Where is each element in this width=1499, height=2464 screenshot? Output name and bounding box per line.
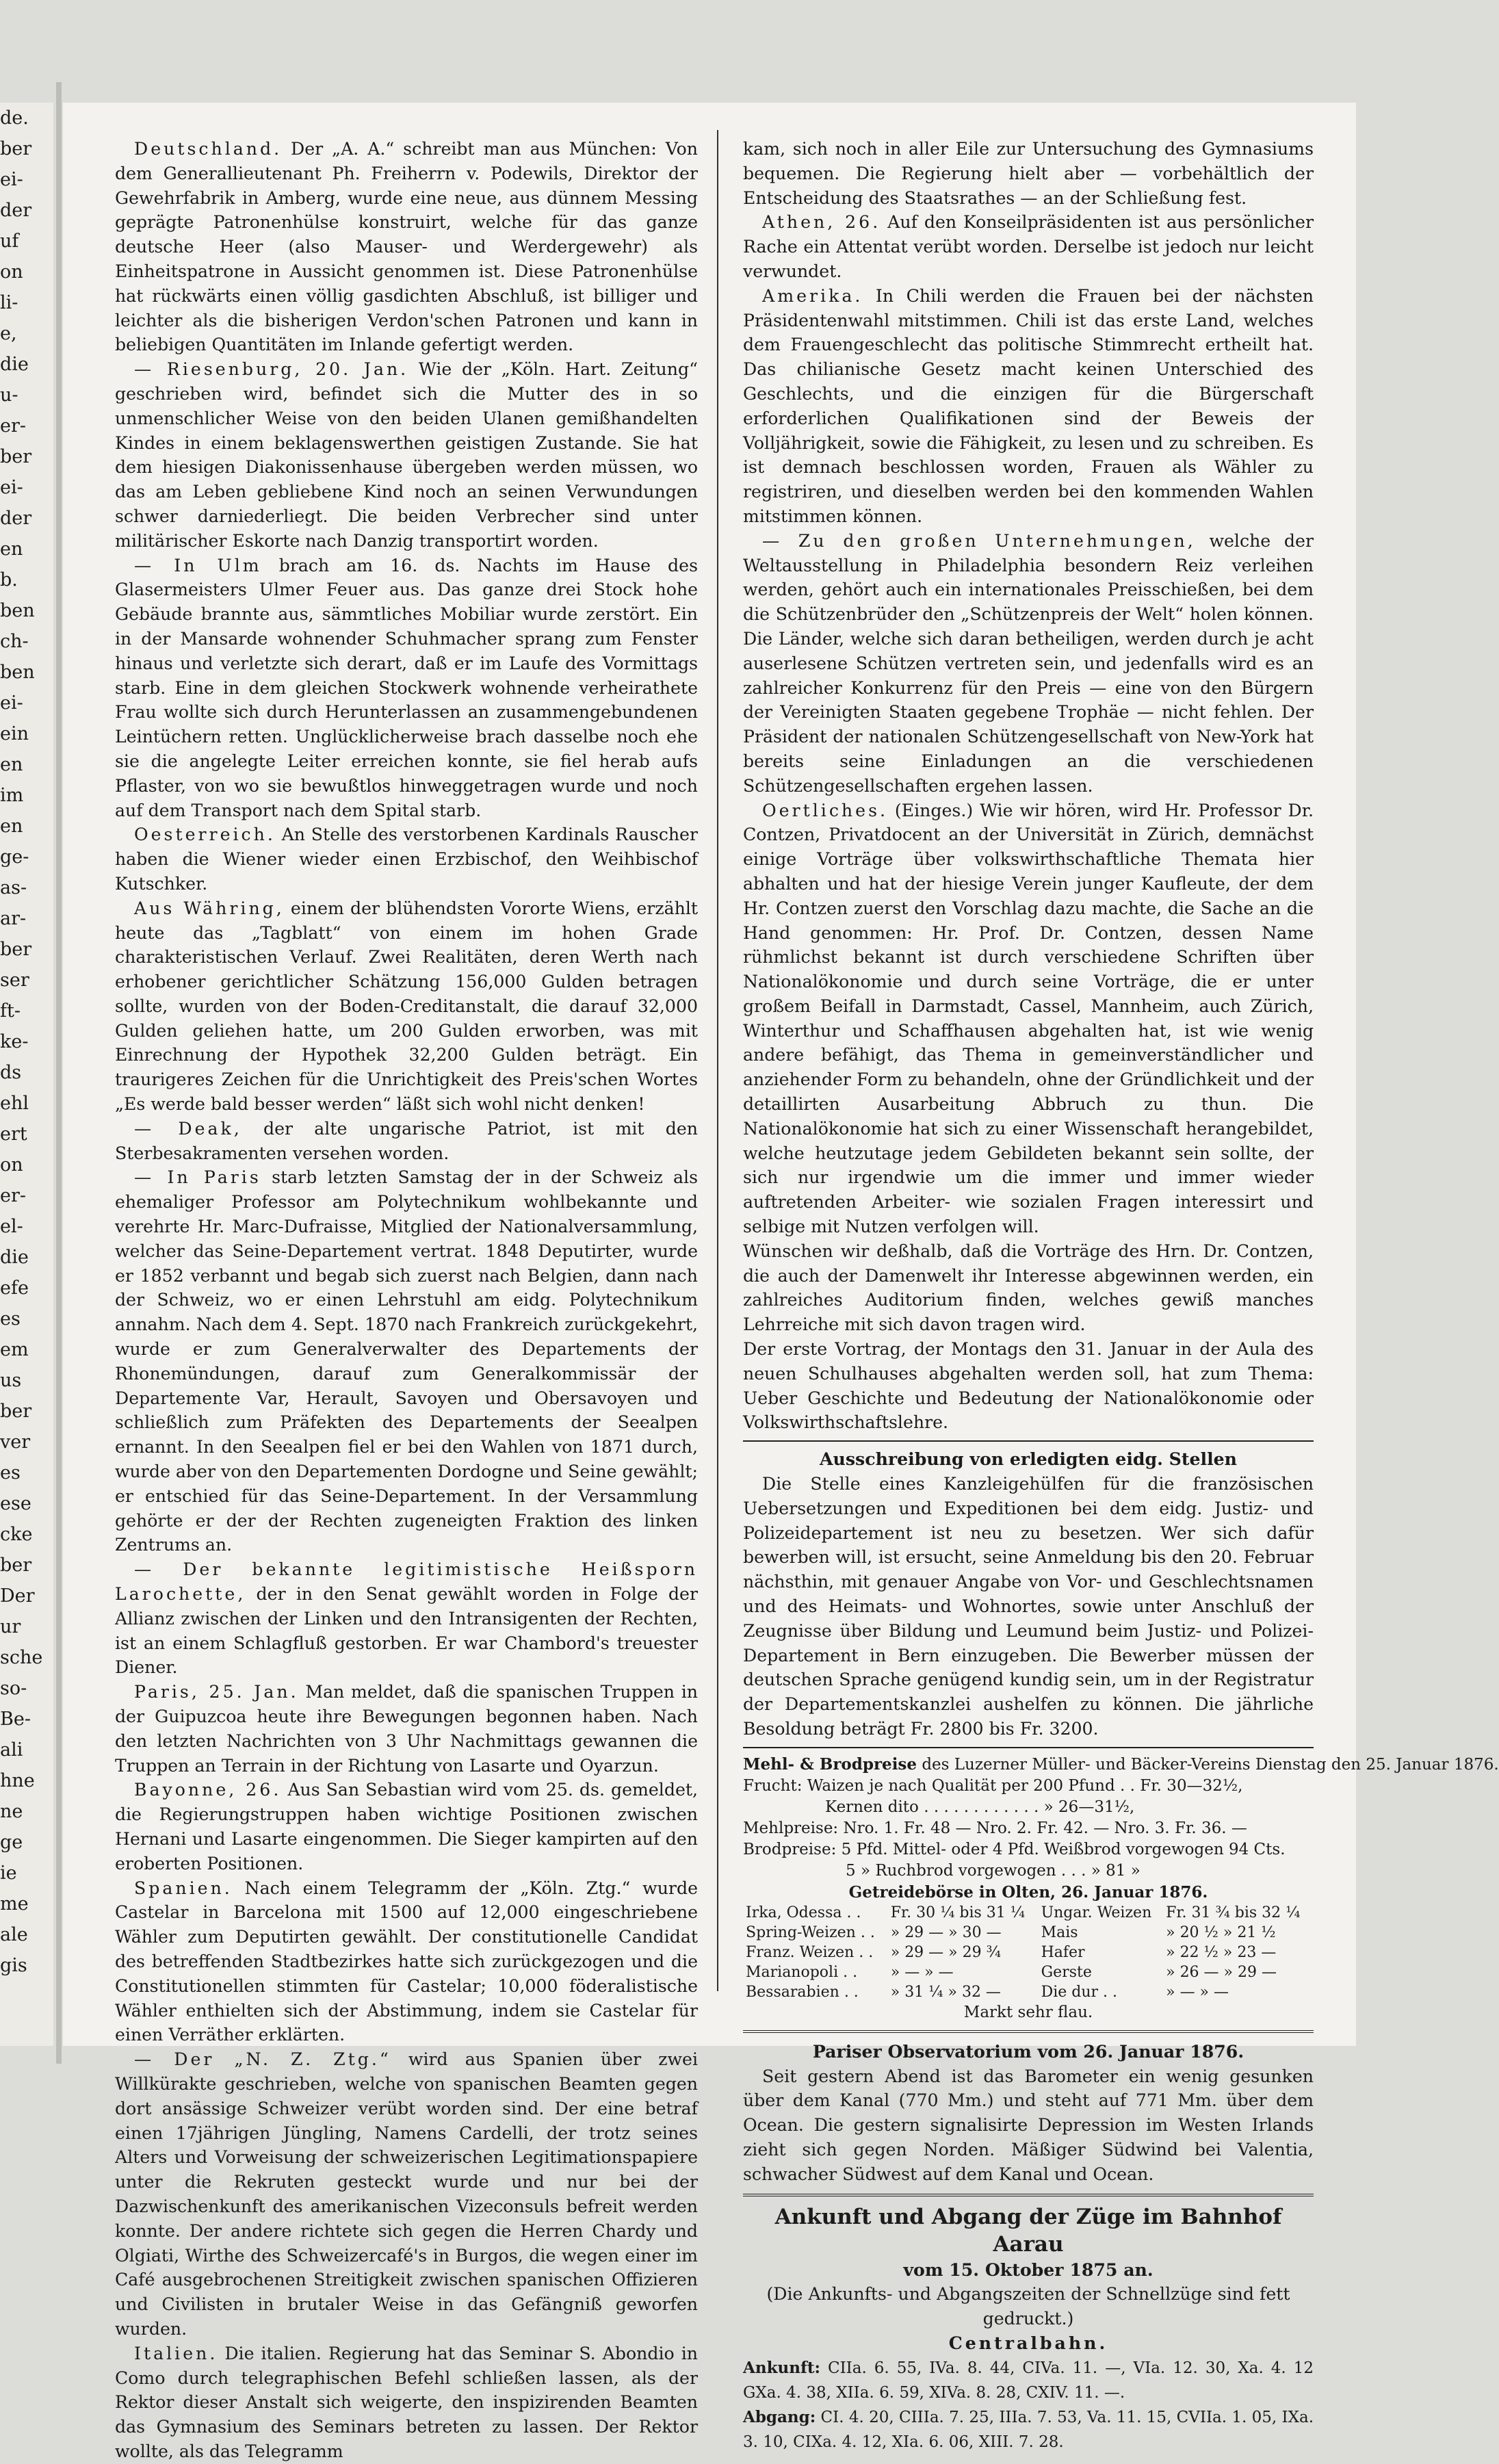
strip-fragment: ese — [0, 1493, 31, 1514]
strip-fragment: as- — [0, 877, 27, 898]
article-paragraph — [115, 2342, 698, 2464]
article-text: kam, sich noch in aller Eile zur Untersuchung des Gymnasiums bequemen. Die Regierung hielt aber — vorbehältlich der Entscheidung des Staatsrathes — an der Schließung fest. — [743, 139, 1314, 208]
article-text: Wie der „Köln. Hart. Zeitung“ geschrieben wird, befindet sich die Mutter des in so unmenschlicher Weise von den beiden Ulanen gemißhandelten Kindes in einem beklagenswerthen geistigen Zustande. Sie hat dem hiesigen Diakonissenhause übergeben werden müssen, wo das am Leben gebliebene Kind noch an seinen Verwundungen schwer darniederliegt. Die beiden Verbrecher sind unter militärischer Eskorte nach Danzig transportirt worden. — [115, 359, 698, 551]
article-text: der alte ungarische Patriot, ist mit den Sterbesakramenten versehen worden. — [115, 1118, 698, 1163]
strip-fragment: die — [0, 354, 29, 375]
strip-fragment: ne — [0, 1801, 23, 1822]
article-text: welche der Weltausstellung in Philadelphia besondern Reiz verleihen werden, gehört auch ein internationales Preisschießen, bei dem die Schützenbrüder den „Schützenpreis der Welt“ holen können. Die Länder, welche sich daran betheiligen, werden durch je acht auserlesene Schützen vertreten sein, und jedenfalls wird es an zahlreicher Konkurrenz für den Preis — eine von den Bürgern der Vereinigten Staaten gegebene Trophäe — nicht fehlen. Der Präsident der nationalen Schützengesellschaft von New-York hat bereits seine Einladungen an die verschiedenen Schützengesellschaften ergehen lassen. — [743, 530, 1314, 796]
strip-fragment: ge- — [0, 846, 29, 868]
strip-fragment: us — [0, 1370, 22, 1391]
trains-date: vom 15. Oktober 1875 an. — [903, 2259, 1153, 2280]
strip-fragment: der — [0, 200, 32, 221]
strip-fragment: ie — [0, 1863, 17, 1884]
grain-cell: Fr. 30 ¼ bis 31 ¼ — [890, 1904, 1026, 1921]
article-heading: — In Paris — [134, 1167, 261, 1188]
article-paragraph — [115, 137, 698, 357]
price-line: Frucht: Waizen je nach Qualität per 200 Pfund . . Fr. 30—32½, — [743, 1776, 1243, 1795]
strip-fragment: ke- — [0, 1031, 29, 1052]
weather-title: Pariser Observatorium vom 26. Januar 1876. — [812, 2040, 1244, 2062]
grain-title: Getreidebörse in Olten, 26. Januar 1876. — [848, 1882, 1208, 1902]
grain-row — [743, 1903, 1314, 1923]
article-text: der in den Senat gewählt worden in Folge der Allianz zwischen der Linken und den Intransigenten der Rechten, ist an einem Schlagfluß gestorben. Er war Chambord's treuester Diener. — [115, 1584, 698, 1678]
strip-fragment: e, — [0, 323, 17, 344]
article-paragraph — [743, 137, 1314, 210]
grain-note: Markt sehr flau. — [963, 2003, 1093, 2021]
left-column — [115, 137, 698, 2464]
strip-fragment: ben — [0, 662, 35, 683]
article-paragraph — [115, 1165, 698, 1557]
departure-label: Abgang: — [743, 2408, 816, 2427]
article-text: Die italien. Regierung hat das Seminar S. Abondio in Como durch telegraphischen Befehl schließen lassen, als der Rektor dieser Anstalt sich weigerte, den inspizirenden Beamten das Gymnasium des Seminars betreten zu lassen. Der Rektor wollte, als das Telegramm — [115, 2343, 698, 2461]
article-text: Der erste Vortrag, der Montags den 31. Januar in der Aula des neuen Schulhauses abgehalten werden soll, hat zum Thema: Ueber Geschichte und Bedeutung der Nationalökonomie oder Volkswirthschaftslehre. — [743, 1339, 1314, 1433]
article-text: Aus San Sebastian wird vom 25. ds. gemeldet, die Regierungstruppen haben wichtige Positionen zwischen Hernani und Lasarte eingenommen. Die Sieger kampirten auf den eroberten Positionen. — [115, 1780, 698, 1873]
article-paragraph — [115, 1778, 698, 1876]
section-rule — [743, 2194, 1314, 2196]
price-list — [743, 1754, 1499, 2023]
article-heading: Spanien. — [134, 1878, 233, 1898]
article-heading: Paris, 25. Jan. — [134, 1682, 299, 1702]
article-text: starb letzten Samstag der in der Schweiz als ehemaliger Professor am Polytechnikum wohlbekannte und verehrte Hr. Marc-Dufraisse, Mitglied der Nationalversammlung, welcher das Seine-Departement vertrat. 1848 Deputirter, wurde er 1852 verbannt und begab sich zuerst nach Belgien, dann nach der Schweiz, wo er einen Lehrstuhl am eidg. Polytechnikum annahm. Nach dem 4. Sept. 1870 nach Frankreich zurückgekehrt, wurde er zum Generalverwalter des Departements der Rhonemündungen, darauf zum Generalkommissär der Departemente Var, Herault, Savoyen und Obersavoyen und schließlich zum Präfekten des Departements der Seealpen ernannt. In den Seealpen fiel er bei den Wahlen von 1871 durch, wurde aber von den Departementen Dordogne und Seine gewählt; er entschied für das Seine-Departement. In der Versammlung gehörte er der der Rechten zugeneigten Fraktion des linken Zentrums an. — [115, 1167, 698, 1555]
section-rule — [743, 2030, 1314, 2033]
strip-fragment: ben — [0, 600, 35, 621]
grain-cell: » 20 ½ » 21 ½ — [1166, 1923, 1276, 1941]
article-text: Nach einem Telegramm der „Köln. Ztg.“ wurde Castelar in Barcelona mit 1500 auf 12,000 eingeschriebene Wähler zum Deputirten gewählt. Der constitutionelle Candidat des betreffenden Stadtbezirkes hatte sich zurückgezogen und die Constitutionellen stimmten für Castelar; 10,000 föderalistische Wähler enthielten sich der Abstimmung, indem sie Castelar für einen Verräther erklärten. — [115, 1878, 698, 2045]
grain-cell: Gerste — [1041, 1963, 1092, 1981]
strip-fragment: ber — [0, 446, 32, 467]
strip-fragment: efe — [0, 1278, 29, 1299]
strip-fragment: u- — [0, 385, 18, 406]
right-column — [743, 137, 1499, 2455]
article-paragraph — [743, 529, 1314, 799]
strip-fragment: ei- — [0, 692, 23, 714]
strip-fragment: li- — [0, 292, 18, 313]
strip-fragment: on — [0, 261, 23, 283]
grain-cell: » 22 ½ » 23 — — [1166, 1943, 1277, 1961]
grain-cell: » 26 — » 29 — — [1166, 1963, 1277, 1981]
strip-fragment: im — [0, 785, 24, 806]
article-paragraph — [115, 1557, 698, 1680]
price-line: 5 » Ruchbrod vorgewogen . . . » 81 » — [846, 1861, 1140, 1880]
grain-cell: » — » — — [890, 1963, 954, 1981]
strip-fragment: el- — [0, 1216, 23, 1237]
article-heading: — Der „N. Z. Ztg.“ — [134, 2049, 391, 2070]
article-text: In Chili werden die Frauen bei der nächsten Präsidentenwahl mitstimmen. Chili ist das erste Land, welches dem Frauengeschlecht das politische Stimmrecht ertheilt hat. Das chilianische Gesetz macht keinen Unterschied des Geschlechts, und die einzigen für die Bürgerschaft erforderlichen Qualifikationen sind der Beweis der Volljährigkeit, sowie die Fähigkeit, zu lesen und zu schreiben. Es ist demnach beschlossen worden, Frauen als Wähler zu registriren, und dieselben werden bei den kommenden Wahlen mitstimmen können. — [743, 285, 1314, 526]
strip-fragment: ch- — [0, 631, 29, 652]
strip-fragment: so- — [0, 1678, 27, 1699]
strip-fragment: ver — [0, 1431, 31, 1453]
strip-fragment: es — [0, 1462, 21, 1483]
strip-fragment: Be- — [0, 1709, 31, 1730]
grain-row — [743, 1982, 1314, 2002]
strip-fragment: ds — [0, 1062, 22, 1083]
strip-fragment: b. — [0, 569, 18, 591]
trains-line: Centralbahn. — [948, 2332, 1108, 2353]
weather-text: Seit gestern Abend ist das Barometer ein wenig gesunken über dem Kanal (770 Mm.) und steht auf 771 Mm. über dem Ocean. Die gestern signalisirte Depression im Westen Irlands zieht sich gegen Norden. Mäßiger Südwind bei Valentia, schwacher Südwest auf dem Kanal und Ocean. — [743, 2066, 1314, 2184]
prices-subtitle: des Luzerner Müller- und Bäcker-Vereins Dienstag den 25. Januar 1876. — [922, 1755, 1499, 1774]
article-text: Man meldet, daß die spanischen Truppen in der Guipuzcoa heute ihre Bewegungen begonnen haben. Nach den letzten Nachrichten von 3 Uhr Nachmittags gewannen die Truppen an Terrain in der Richtung von Lasarte und Oyarzun. — [115, 1682, 698, 1776]
trains-note: (Die Ankunfts- und Abgangszeiten der Schnellzüge sind fett gedruckt.) — [766, 2284, 1290, 2329]
strip-fragment: cke — [0, 1524, 33, 1545]
article-paragraph — [743, 799, 1314, 1239]
grain-cell: » 29 — » 30 — — [890, 1923, 1002, 1941]
article-paragraph — [115, 2047, 698, 2342]
article-text: (Einges.) Wie wir hören, wird Hr. Professor Dr. Contzen, Privatdocent an der Universität in Zürich, demnächst einige Vorträge über volkswirthschaftliche Themata hier abhalten und hat der hiesige Verein junger Kaufleute, der dem Hr. Contzen zuerst den Vorschlag dazu machte, die Sache an die Hand genommen: Hr. Prof. Dr. Contzen, dessen Name rühmlichst bekannt ist durch verschiedene Schriften über Nationalökonomie und durch seine Vorträge, die er unter großem Beifall in Darmstadt, Cassel, Mannheim, auch Zürich, Winterthur und Schaffhausen abgehalten hat, ist wie wenig andere befähigt, das Thema in gemeinverständlicher und anziehender Form zu behandeln, ohne der Gründlichkeit und der detaillirten Ausarbeitung Abbruch zu thun. Die Nationalökonomie hat sich zu einer Wissenschaft herangebildet, welche heutzutage jedem Gebildeten bekannt sein sollte, der sich nur irgendwie um die immer und immer wieder auftretenden Arbeiter- wie sozialen Fragen interessirt und selbige mit Nutzen verfolgen will. — [743, 800, 1314, 1237]
grain-cell: Spring-Weizen . . — [746, 1923, 875, 1941]
article-text: Der „A. A.“ schreibt man aus München: Von dem Generallieutenant Ph. Freiherrn v. Podewils, Direktor der Gewehrfabrik in Amberg, wurde eine neue, aus dünnem Messing geprägte Patronenhülse konstruirt, welche für das ganze deutsche Heer (also Mauser- und Werdergewehr) als Einheitspatrone in Aussicht genommen ist. Diese Patronenhülse hat rückwärts einen völlig gasdichten Abschluß, ist billiger und leichter als die bisherigen Verdon'schen Patronen und kann in beliebigen Quantitäten im Inlande gefertigt werden. — [115, 139, 698, 355]
strip-fragment: ale — [0, 1924, 28, 1945]
adjacent-page-strip — [0, 103, 53, 2046]
notice-text: Die Stelle eines Kanzleigehülfen für die französischen Uebersetzungen und Expeditionen bei dem eidg. Justiz- und Polizeidepartement ist neu zu besetzen. Wer sich dafür bewerben will, ist ersucht, seine Anmeldung bis den 20. Februar nächsthin, mit genauer Angabe von Vor- und Geschlechtsnamen und des Heimats- und Wohnortes, sowie unter Anschluß der Zeugnisse über Bildung und Leumund beim Justiz- und Polizei-Departement in Bern einzugeben. Die Bewerber müssen der deutschen Sprache genügend kundig sein, um in der Registratur der Departementskanzlei aushelfen zu können. Die jährliche Besoldung beträgt Fr. 2800 bis Fr. 3200. — [743, 1474, 1314, 1739]
grain-cell: » — » — — [1166, 1983, 1229, 2001]
strip-fragment: er- — [0, 1185, 27, 1206]
strip-fragment: ser — [0, 970, 29, 991]
article-text: An Stelle des verstorbenen Kardinals Rauscher haben die Wiener wieder einen Erzbischof, den Weihbischof Kutschker. — [115, 825, 698, 894]
article-heading: Athen, 26. — [762, 212, 881, 233]
grain-cell: Fr. 31 ¾ bis 32 ¼ — [1166, 1904, 1301, 1921]
article-paragraph — [115, 554, 698, 823]
article-heading: Italien. — [134, 2343, 218, 2363]
grain-row — [743, 1943, 1314, 1962]
strip-fragment: ei- — [0, 477, 23, 498]
grain-cell: Bessarabien . . — [746, 1983, 859, 2001]
strip-fragment: gis — [0, 1955, 27, 1976]
strip-fragment: der — [0, 508, 32, 529]
strip-fragment: ert — [0, 1124, 27, 1145]
grain-cell: Hafer — [1041, 1943, 1085, 1961]
article-paragraph — [115, 357, 698, 553]
price-line: Brodpreise: 5 Pfd. Mittel- oder 4 Pfd. Weißbrod vorgewogen 94 Cts. — [743, 1840, 1286, 1858]
strip-fragment: en — [0, 816, 23, 837]
grain-cell: Irka, Odessa . . — [746, 1904, 861, 1921]
article-heading: — In Ulm — [134, 555, 262, 575]
article-heading: — Riesenburg, 20. Jan. — [134, 359, 409, 380]
article-heading: Aus Währing, — [134, 898, 285, 918]
article-heading: Deutschland. — [134, 139, 283, 159]
strip-fragment: en — [0, 539, 23, 560]
strip-fragment: Der — [0, 1585, 35, 1607]
strip-fragment: hne — [0, 1770, 35, 1791]
article-heading: — Zu den großen Unternehmungen, — [762, 530, 1196, 551]
article-paragraph — [115, 1876, 698, 2048]
article-paragraph — [743, 284, 1314, 529]
strip-fragment: ber — [0, 138, 32, 159]
grain-row — [743, 1923, 1314, 1943]
strip-fragment: es — [0, 1308, 21, 1330]
grain-row — [743, 1962, 1314, 1982]
article-heading: Amerika. — [762, 285, 863, 306]
price-line: Mehlpreise: Nro. 1. Fr. 48 — Nro. 2. Fr. 42. — Nro. 3. Fr. 36. — — [743, 1819, 1247, 1837]
article-paragraph — [115, 822, 698, 896]
article-heading: — Der bekannte legitimistische Heißsporn Larochette, — [115, 1559, 698, 1605]
article-text: einem der blühendsten Vororte Wiens, erzählt heute das „Tagblatt“ von einem im hohen Grade charakteristischen Verlauf. Zwei Realitäten, deren Werth nach erhobener gerichtlicher Schätzung 156,000 Gulden betragen sollte, wurden von der Boden-Creditanstalt, die darauf 32,000 Gulden geliehen hatte, um 200 Gulden erworben, was mit Einrechnung der Hypothek 32,200 Gulden beträgt. Ein traurigeres Zeichen für die Unrichtigkeit des Preis'schen Wortes „Es werde bald besser werden“ läßt sich wohl nicht denken! — [115, 898, 698, 1115]
arrival-label: Ankunft: — [743, 2358, 820, 2377]
article-text: Auf den Konseilpräsidenten ist aus persönlicher Rache ein Attentat verübt worden. Derselbe ist jedoch nur leicht verwundet. — [743, 212, 1314, 281]
notice-title: Ausschreibung von erledigten eidg. Stellen — [820, 1449, 1237, 1470]
strip-fragment: ar- — [0, 908, 27, 929]
strip-fragment: ein — [0, 723, 29, 744]
article-paragraph — [743, 1337, 1314, 1435]
grain-cell: Mais — [1041, 1923, 1078, 1941]
article-heading: Oesterreich. — [134, 825, 276, 845]
strip-fragment: em — [0, 1339, 29, 1360]
strip-fragment: ft- — [0, 1000, 21, 1022]
grain-cell: Ungar. Weizen — [1041, 1904, 1152, 1921]
strip-fragment: on — [0, 1154, 23, 1176]
grain-cell: Marianopoli . . — [746, 1963, 858, 1981]
strip-fragment: ge — [0, 1832, 23, 1853]
section-rule — [743, 1747, 1314, 1748]
article-text: Wünschen wir deßhalb, daß die Vorträge des Hrn. Dr. Contzen, die auch der Damenwelt ihr Interesse abgewinnen werden, ein zahlreiches Auditorium finden, welches gewiß manches Lehrreiche mit sich davon tragen wird. — [743, 1241, 1314, 1335]
strip-fragment: ber — [0, 1555, 32, 1576]
grain-table — [743, 1903, 1314, 2002]
trains-title: Ankunft und Abgang der Züge im Bahnhof Aarau — [774, 2204, 1282, 2257]
grain-cell: » 31 ¼ » 32 — — [890, 1983, 1001, 2001]
grain-cell: Die dur . . — [1041, 1983, 1118, 2001]
article-paragraph — [115, 896, 698, 1117]
strip-fragment: ur — [0, 1616, 21, 1637]
strip-fragment: ehl — [0, 1093, 29, 1114]
article-text: wird aus Spanien über zwei Willkürakte geschrieben, welche von spanischen Beamten gegen dort ansässige Schweizer verübt worden sind. Der eine betraf einen 17jährigen Jüngling, Namens Cardelli, der trotz seines Alters und Vorweisung der schweizerischen Legitimationspapiere unter die Rekruten gesteckt wurde und nur bei der Dazwischenkunft des amerikanischen Vizeconsuls befreit werden konnte. Der andere richtete sich gegen die Herren Chardy und Olgiati, Wirthe des Schweizercafé's in Burgos, die wegen einer im Café ausgebrochenen Streitigkeit zwischen spanischen Offizieren und Civilisten in brutaler Weise in das Gefängniß geworfen wurden. — [115, 2049, 699, 2339]
strip-fragment: uf — [0, 231, 19, 252]
article-paragraph — [115, 1117, 698, 1166]
article-paragraph — [115, 1680, 698, 1778]
strip-fragment: en — [0, 754, 23, 775]
section-rule — [743, 1440, 1314, 1442]
prices-title: Mehl- & Brodpreise — [743, 1754, 917, 1774]
strip-fragment: me — [0, 1893, 29, 1915]
price-line: Kernen dito . . . . . . . . . . . . » 26—31½, — [825, 1798, 1135, 1816]
article-paragraph — [743, 1239, 1314, 1337]
departure-times: CI. 4. 20, CIIIa. 7. 25, IIIa. 7. 53, Va. 11. 15, CVIIa. 1. 05, IXa. 3. 10, CIXa. 4. 12, XIa. 6. 06, XIII. 7. 28. — [743, 2409, 1314, 2452]
strip-fragment: ber — [0, 939, 32, 960]
strip-fragment: die — [0, 1247, 29, 1268]
article-heading: Oertliches. — [762, 800, 888, 820]
grain-cell: Franz. Weizen . . — [746, 1943, 874, 1961]
column-divider — [717, 130, 718, 1991]
article-text: brach am 16. ds. Nachts im Hause des Glasermeisters Ulmer Feuer aus. Das ganze drei Stock hohe Gebäude brannte aus, sämmtliches Mobiliar wurde zerstört. Ein in der Mansarde wohnender Schuhmacher sprang zum Fenster hinaus und verletzte sich derart, daß er im Laufe des Vormittags starb. Eine in dem gleichen Stockwerk wohnende verheirathete Frau wollte sich durch Herunterlassen an zusammengebundenen Leintüchern retten. Unglücklicherweise brach dasselbe noch ehe sie die angelegte Leiter erreichen konnte, sie fiel herab aufs Pflaster, von wo sie bewußtlos hinweggetragen wurde und noch auf dem Transport nach dem Spital starb. — [115, 555, 699, 820]
strip-fragment: ei- — [0, 169, 23, 190]
strip-fragment: de. — [0, 107, 29, 129]
arrival-times: CIIa. 6. 55, IVa. 8. 44, CIVa. 11. —, VIa. 12. 30, Xa. 4. 12 GXa. 4. 38, XIIa. 6. 59, XIVa. 8. 28, CXIV. 11. —. — [743, 2359, 1314, 2402]
page-gutter — [56, 82, 62, 2064]
article-paragraph — [743, 210, 1314, 283]
strip-fragment: ali — [0, 1739, 23, 1761]
strip-fragment: ber — [0, 1401, 32, 1422]
strip-fragment: sche — [0, 1647, 43, 1668]
article-heading: Bayonne, 26. — [134, 1780, 282, 1800]
strip-fragment: er- — [0, 415, 27, 437]
article-heading: — Deak, — [134, 1118, 242, 1139]
grain-cell: » 29 — » 29 ¾ — [890, 1943, 1001, 1961]
